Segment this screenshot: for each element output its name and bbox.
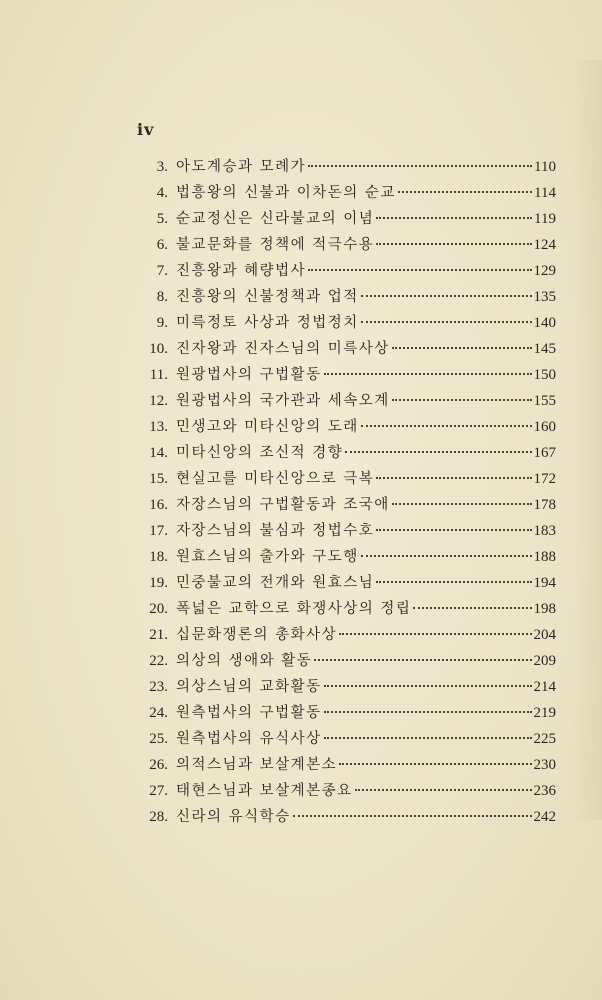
toc-entry — [136, 207, 556, 233]
toc-entry — [136, 493, 556, 519]
dot-leader — [355, 789, 532, 791]
toc-entry-page: 155 — [533, 393, 556, 409]
dot-leader — [376, 581, 531, 583]
toc-entry-number: 5. — [156, 211, 168, 227]
toc-entry-number: 13. — [149, 419, 168, 435]
dot-leader — [361, 295, 532, 297]
toc-entry — [136, 337, 556, 363]
dot-leader — [324, 685, 532, 687]
dot-leader — [314, 659, 531, 661]
toc-entry-page: 110 — [534, 159, 556, 175]
toc-entry-title: 원광법사의 구법활동 — [176, 367, 322, 383]
toc-entry-page: 172 — [533, 471, 556, 487]
toc-entry-number: 4. — [156, 185, 168, 201]
toc-entry — [136, 181, 556, 207]
toc-entry-number: 10. — [149, 341, 168, 357]
toc-entry — [136, 363, 556, 389]
toc-entry-number: 15. — [149, 471, 168, 487]
toc-entry-number: 6. — [156, 237, 168, 253]
toc-entry — [136, 545, 556, 571]
dot-leader — [345, 451, 531, 453]
toc-entry-title: 의상의 생애와 활동 — [176, 653, 313, 669]
toc-entry-page: 150 — [533, 367, 556, 383]
toc-entry-page: 129 — [533, 263, 556, 279]
toc-entry-title: 순교정신은 신라불교의 이념 — [176, 211, 375, 227]
toc-entry-page: 209 — [533, 653, 556, 669]
dot-leader — [361, 425, 532, 427]
toc-entry-page: 119 — [534, 211, 556, 227]
toc-entry-number: 25. — [149, 731, 168, 747]
dot-leader — [392, 503, 532, 505]
toc-entry-title: 십문화쟁론의 총화사상 — [176, 627, 338, 643]
toc-entry — [136, 285, 556, 311]
toc-entry-title: 자장스님의 구법활동과 조국애 — [176, 497, 390, 513]
toc-entry-title: 진자왕과 진자스님의 미륵사상 — [176, 341, 390, 357]
table-of-contents — [136, 155, 556, 831]
toc-entry-title: 민중불교의 전개와 원효스님 — [176, 575, 375, 591]
dot-leader — [376, 217, 532, 219]
toc-entry-title: 법흥왕의 신불과 이차돈의 순교 — [176, 185, 396, 201]
toc-entry-page: 135 — [533, 289, 556, 305]
toc-entry-page: 183 — [533, 523, 556, 539]
toc-entry-page: 140 — [533, 315, 556, 331]
toc-entry-title: 신라의 유식학승 — [176, 809, 291, 825]
toc-entry-number: 3. — [156, 159, 168, 175]
dot-leader — [392, 399, 532, 401]
toc-entry-number: 12. — [149, 393, 168, 409]
toc-entry-title: 진흥왕과 혜량법사 — [176, 263, 307, 279]
toc-entry-number: 18. — [149, 549, 168, 565]
toc-entry-number: 27. — [149, 783, 168, 799]
toc-entry-number: 14. — [149, 445, 168, 461]
toc-entry-number: 21. — [149, 627, 168, 643]
dot-leader — [324, 711, 532, 713]
toc-entry — [136, 233, 556, 259]
toc-entry-title: 원효스님의 출가와 구도행 — [176, 549, 359, 565]
toc-entry-number: 11. — [149, 367, 168, 383]
dot-leader — [361, 555, 532, 557]
toc-entry-title: 원측법사의 구법활동 — [176, 705, 322, 721]
toc-entry — [136, 623, 556, 649]
toc-entry — [136, 675, 556, 701]
dot-leader — [398, 191, 532, 193]
toc-entry-number: 24. — [149, 705, 168, 721]
toc-entry-page: 230 — [533, 757, 556, 773]
dot-leader — [324, 737, 532, 739]
toc-entry-page: 204 — [533, 627, 556, 643]
toc-entry-title: 원측법사의 유식사상 — [176, 731, 322, 747]
toc-entry-number: 9. — [156, 315, 168, 331]
dot-leader — [339, 633, 531, 635]
toc-entry-number: 23. — [149, 679, 168, 695]
toc-entry-title: 자장스님의 불심과 정법수호 — [176, 523, 375, 539]
toc-entry — [136, 571, 556, 597]
toc-entry — [136, 519, 556, 545]
toc-entry-title: 아도계승과 모례가 — [176, 159, 307, 175]
toc-entry — [136, 441, 556, 467]
toc-entry-page: 236 — [533, 783, 556, 799]
toc-entry — [136, 155, 556, 181]
toc-entry — [136, 389, 556, 415]
toc-entry — [136, 259, 556, 285]
toc-entry — [136, 779, 556, 805]
page-edge-shadow — [572, 60, 602, 820]
toc-entry-page: 225 — [533, 731, 556, 747]
toc-entry-page: 124 — [533, 237, 556, 253]
toc-entry-page: 188 — [533, 549, 556, 565]
toc-entry-page: 242 — [533, 809, 556, 825]
toc-entry-title: 미타신앙의 조신적 경향 — [176, 445, 344, 461]
dot-leader — [413, 607, 531, 609]
toc-entry-page: 145 — [533, 341, 556, 357]
toc-entry — [136, 467, 556, 493]
page-number: iv — [137, 120, 155, 139]
toc-entry — [136, 701, 556, 727]
toc-entry-number: 22. — [149, 653, 168, 669]
toc-entry — [136, 597, 556, 623]
toc-entry-title: 태현스님과 보살계본종요 — [176, 783, 353, 799]
toc-entry-number: 17. — [149, 523, 168, 539]
toc-entry — [136, 727, 556, 753]
dot-leader — [376, 529, 531, 531]
toc-entry-page: 178 — [533, 497, 556, 513]
toc-entry-page: 214 — [533, 679, 556, 695]
toc-entry-title: 의적스님과 보살계본소 — [176, 757, 338, 773]
dot-leader — [293, 815, 532, 817]
toc-entry-title: 폭넓은 교학으로 화쟁사상의 정립 — [176, 601, 412, 617]
toc-entry-page: 167 — [533, 445, 556, 461]
dot-leader — [324, 373, 532, 375]
toc-entry-page: 194 — [533, 575, 556, 591]
toc-entry — [136, 311, 556, 337]
toc-entry-number: 8. — [156, 289, 168, 305]
toc-entry-title: 미륵정토 사상과 정법정치 — [176, 315, 359, 331]
dot-leader — [308, 269, 531, 271]
toc-entry-number: 20. — [149, 601, 168, 617]
toc-entry — [136, 649, 556, 675]
toc-entry — [136, 753, 556, 779]
toc-entry-number: 16. — [149, 497, 168, 513]
dot-leader — [392, 347, 532, 349]
toc-entry-title: 원광법사의 국가관과 세속오계 — [176, 393, 390, 409]
toc-entry-title: 민생고와 미타신앙의 도래 — [176, 419, 359, 435]
dot-leader — [376, 243, 531, 245]
toc-entry-title: 현실고를 미타신앙으로 극복 — [176, 471, 375, 487]
toc-entry-title: 진흥왕의 신불정책과 업적 — [176, 289, 359, 305]
dot-leader — [361, 321, 532, 323]
toc-entry-number: 19. — [149, 575, 168, 591]
toc-entry-page: 198 — [533, 601, 556, 617]
toc-entry-page: 219 — [533, 705, 556, 721]
dot-leader — [376, 477, 531, 479]
dot-leader — [339, 763, 531, 765]
toc-entry-page: 160 — [533, 419, 556, 435]
toc-entry-page: 114 — [534, 185, 556, 201]
toc-entry-number: 7. — [156, 263, 168, 279]
toc-entry — [136, 805, 556, 831]
toc-entry-number: 28. — [149, 809, 168, 825]
toc-entry — [136, 415, 556, 441]
dot-leader — [308, 165, 532, 167]
toc-entry-title: 불교문화를 정책에 적극수용 — [176, 237, 375, 253]
toc-entry-title: 의상스님의 교화활동 — [176, 679, 322, 695]
toc-entry-number: 26. — [149, 757, 168, 773]
